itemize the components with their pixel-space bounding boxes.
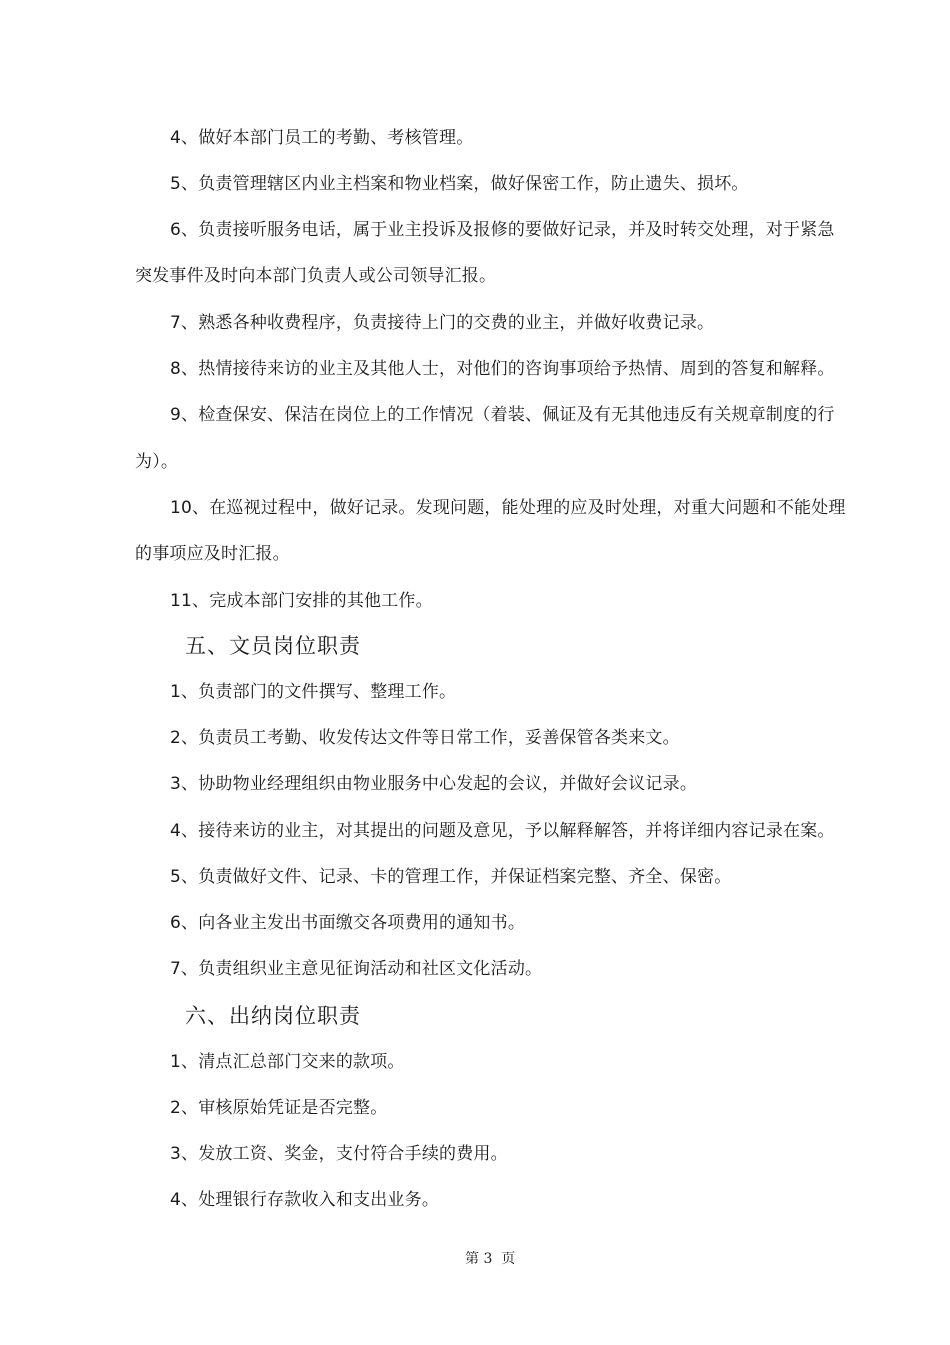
duty-item-continuation: 突发事件及时向本部门负责人或公司领导汇报。 (135, 266, 497, 286)
page-number: 第 3 页 (465, 1251, 516, 1267)
section-heading-clerk: 五、文员岗位职责 (185, 634, 361, 658)
section-heading-cashier: 六、出纳岗位职责 (185, 1004, 361, 1028)
duty-item: 2、负责员工考勤、收发传达文件等日常工作，妥善保管各类来文。 (170, 728, 680, 748)
duty-item: 4、接待来访的业主，对其提出的问题及意见，予以解释解答，并将详细内容记录在案。 (170, 821, 835, 841)
duty-item: 3、协助物业经理组织由物业服务中心发起的会议，并做好会议记录。 (170, 774, 698, 794)
duty-item: 7、负责组织业主意见征询活动和社区文化活动。 (170, 959, 543, 979)
duty-item: 4、做好本部门员工的考勤、考核管理。 (170, 128, 474, 148)
duty-item: 7、熟悉各种收费程序，负责接待上门的交费的业主，并做好收费记录。 (170, 313, 715, 333)
duty-item-continuation: 为）。 (135, 452, 179, 472)
duty-item: 4、处理银行存款收入和支出业务。 (170, 1190, 440, 1210)
duty-item: 5、负责管理辖区内业主档案和物业档案，做好保密工作，防止遗失、损坏。 (170, 174, 749, 194)
duty-item: 8、热情接待来访的业主及其他人士，对他们的咨询事项给予热情、周到的答复和解释。 (170, 359, 835, 379)
duty-item-continuation: 的事项应及时汇报。 (135, 544, 290, 564)
duty-item: 1、负责部门的文件撰写、整理工作。 (170, 682, 457, 702)
duty-item: 2、审核原始凭证是否完整。 (170, 1098, 388, 1118)
duty-item: 5、负责做好文件、记录、卡的管理工作，并保证档案完整、齐全、保密。 (170, 867, 732, 887)
duty-item: 10、在巡视过程中，做好记录。发现问题，能处理的应及时处理，对重大问题和不能处理 (170, 498, 846, 518)
duty-item: 6、负责接听服务电话，属于业主投诉及报修的要做好记录，并及时转交处理，对于紧急 (170, 220, 835, 240)
duty-item: 3、发放工资、奖金，支付符合手续的费用。 (170, 1144, 508, 1164)
duty-item: 9、检查保安、保洁在岗位上的工作情况（着装、佩证及有无其他违反有关规章制度的行 (170, 405, 835, 425)
duty-item: 1、清点汇总部门交来的款项。 (170, 1052, 405, 1072)
duty-item: 11、完成本部门安排的其他工作。 (170, 591, 433, 611)
duty-item: 6、向各业主发出书面缴交各项费用的通知书。 (170, 913, 526, 933)
